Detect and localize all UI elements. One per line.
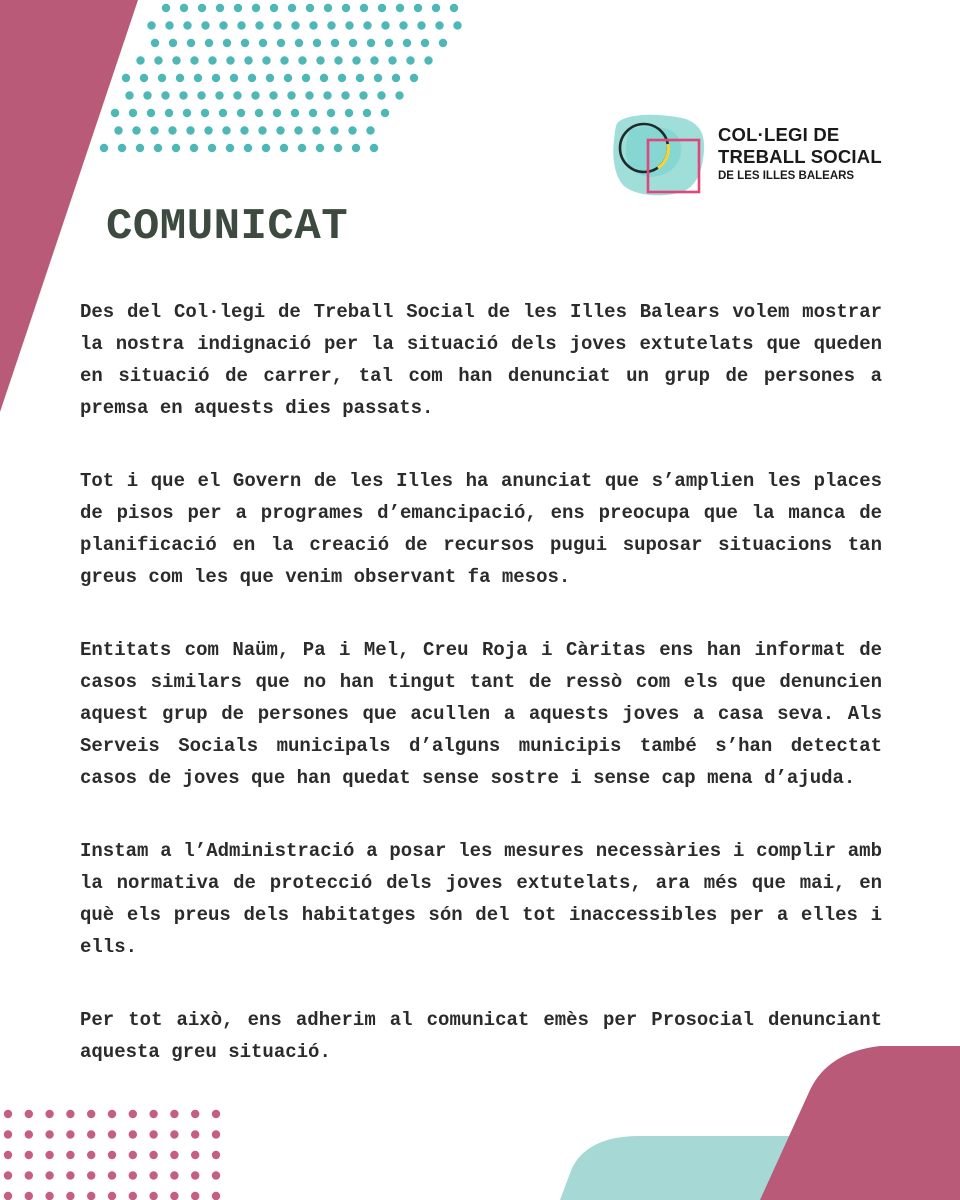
teal-dot xyxy=(168,126,176,134)
teal-dot xyxy=(169,39,177,47)
teal-dot xyxy=(187,39,195,47)
pink-dot xyxy=(170,1151,178,1159)
teal-dot xyxy=(327,109,335,117)
teal-dot xyxy=(223,39,231,47)
pink-dot xyxy=(45,1151,53,1159)
teal-dot xyxy=(435,21,443,29)
pink-dot xyxy=(108,1110,116,1118)
teal-dot xyxy=(237,109,245,117)
pink-dot xyxy=(25,1110,33,1118)
teal-dot xyxy=(288,4,296,12)
pink-dot xyxy=(87,1171,95,1179)
teal-dot xyxy=(330,126,338,134)
pink-dot xyxy=(45,1110,53,1118)
pink-dot xyxy=(66,1130,74,1138)
teal-dot xyxy=(258,126,266,134)
teal-dot xyxy=(417,21,425,29)
teal-dot xyxy=(338,74,346,82)
teal-dot xyxy=(180,4,188,12)
teal-dot xyxy=(360,4,368,12)
paragraph-1: Des del Col·legi de Treball Social de les Illes Balears volem mostrar la nostra indignació per la situació dels joves extutelats que queden en situació de carrer, tal com han denunciat un grup de persones a premsa en aquests dies passats. xyxy=(80,301,882,419)
teal-dot xyxy=(197,91,205,99)
teal-dot xyxy=(151,39,159,47)
teal-dot xyxy=(233,91,241,99)
teal-dot xyxy=(305,91,313,99)
teal-dot xyxy=(291,109,299,117)
paragraph-2: Tot i que el Govern de les Illes ha anunciat que s’amplien les places de pisos per a programes d’emancipació, ens preocupa que la manca de planificació en la creació de recursos pugui suposar situacions tan greus com les que venim observant fa mesos. xyxy=(80,470,882,588)
pink-dot xyxy=(170,1110,178,1118)
teal-dot xyxy=(252,4,260,12)
teal-dot xyxy=(255,21,263,29)
pink-dot xyxy=(45,1192,53,1200)
teal-dot xyxy=(349,39,357,47)
teal-dot xyxy=(241,39,249,47)
logo-mark-icon xyxy=(612,110,707,200)
organization-logo xyxy=(612,110,902,200)
teal-dot xyxy=(100,144,108,152)
teal-dot xyxy=(334,56,342,64)
teal-dot xyxy=(424,56,432,64)
pink-dot xyxy=(212,1171,220,1179)
teal-dot xyxy=(262,144,270,152)
teal-dot xyxy=(410,74,418,82)
teal-dot xyxy=(439,39,447,47)
pink-dot xyxy=(108,1171,116,1179)
teal-dot xyxy=(198,4,206,12)
logo-line-2: TREBALL SOCIAL xyxy=(718,146,882,167)
teal-dot xyxy=(421,39,429,47)
paragraph-4: Instam a l’Administració a posar les mesures necessàries i complir amb la normativa de protecció dels joves extutelats, ara més que mai, en què els preus dels habitatges són del tot inaccessibles per a elles i ells. xyxy=(80,840,882,958)
teal-dot xyxy=(388,56,396,64)
teal-dot xyxy=(212,74,220,82)
teal-dot xyxy=(266,74,274,82)
teal-dot xyxy=(201,21,209,29)
pink-dot xyxy=(170,1192,178,1200)
teal-dot xyxy=(176,74,184,82)
pink-dot xyxy=(66,1192,74,1200)
teal-dot xyxy=(240,126,248,134)
pink-dot xyxy=(129,1151,137,1159)
teal-dot xyxy=(125,91,133,99)
pink-dot xyxy=(149,1110,157,1118)
teal-dot xyxy=(450,4,458,12)
pink-dot xyxy=(191,1171,199,1179)
pink-dot xyxy=(212,1151,220,1159)
teal-dot xyxy=(313,39,321,47)
teal-dot xyxy=(183,109,191,117)
pink-dot xyxy=(25,1192,33,1200)
paragraph-3: Entitats com Naüm, Pa i Mel, Creu Roja i Càritas ens han informat de casos similars que no han tingut tant de ressò com els que denuncien aquest grup de persones que acullen a aquests joves a casa seva. Als Serveis Socials municipals d’alguns municipis també s’han detectat casos de joves que han quedat sense sostre i sense cap mena d’ajuda. xyxy=(80,639,882,789)
teal-dot xyxy=(392,74,400,82)
teal-dot xyxy=(147,109,155,117)
teal-dot xyxy=(370,144,378,152)
pink-dot xyxy=(170,1171,178,1179)
pink-dot xyxy=(45,1171,53,1179)
teal-dot xyxy=(302,74,310,82)
teal-dot xyxy=(399,21,407,29)
pink-dot xyxy=(149,1171,157,1179)
teal-dot xyxy=(331,39,339,47)
paragraph-5: Per tot això, ens adherim al comunicat emès per Prosocial denunciant aquesta greu situació. xyxy=(80,1009,882,1063)
pink-dot xyxy=(191,1151,199,1159)
teal-dot xyxy=(352,56,360,64)
pink-dot xyxy=(108,1151,116,1159)
teal-dot xyxy=(201,109,209,117)
pink-dot xyxy=(87,1110,95,1118)
teal-dot xyxy=(324,4,332,12)
pink-dot xyxy=(191,1110,199,1118)
teal-dot xyxy=(273,21,281,29)
teal-dot xyxy=(219,109,227,117)
teal-dot xyxy=(270,4,278,12)
teal-dot xyxy=(165,21,173,29)
teal-dot xyxy=(396,4,404,12)
logo-line-1: COL·LEGI DE xyxy=(718,124,840,145)
teal-dot xyxy=(205,39,213,47)
teal-dot xyxy=(345,109,353,117)
pink-dot xyxy=(45,1130,53,1138)
teal-dot xyxy=(295,39,303,47)
teal-dot xyxy=(147,21,155,29)
teal-dot xyxy=(403,39,411,47)
pink-dot xyxy=(4,1130,12,1138)
teal-dot xyxy=(190,56,198,64)
pink-dot xyxy=(149,1192,157,1200)
pink-dot xyxy=(129,1192,137,1200)
pink-dot xyxy=(4,1151,12,1159)
teal-dot xyxy=(165,109,173,117)
teal-dot xyxy=(204,126,212,134)
teal-dot xyxy=(298,56,306,64)
pink-dot xyxy=(149,1130,157,1138)
teal-dot xyxy=(158,74,166,82)
teal-dot xyxy=(172,144,180,152)
teal-dot xyxy=(366,126,374,134)
teal-dot xyxy=(111,109,119,117)
teal-dot xyxy=(316,56,324,64)
teal-dot xyxy=(273,109,281,117)
teal-dot-pattern xyxy=(100,4,462,152)
teal-dot xyxy=(259,39,267,47)
teal-dot xyxy=(432,4,440,12)
teal-dot xyxy=(323,91,331,99)
teal-dot xyxy=(277,39,285,47)
pink-dot xyxy=(129,1130,137,1138)
teal-dot xyxy=(356,74,364,82)
teal-dot xyxy=(132,126,140,134)
pink-dot xyxy=(25,1130,33,1138)
teal-dot xyxy=(215,91,223,99)
teal-dot xyxy=(309,109,317,117)
pink-dot xyxy=(212,1192,220,1200)
teal-dot xyxy=(359,91,367,99)
teal-dot xyxy=(367,39,375,47)
teal-dot xyxy=(154,56,162,64)
logo-wordmark xyxy=(718,124,882,184)
teal-dot xyxy=(381,21,389,29)
teal-dot xyxy=(370,56,378,64)
pink-dot xyxy=(129,1110,137,1118)
pink-dot xyxy=(66,1110,74,1118)
teal-dot xyxy=(406,56,414,64)
teal-dot xyxy=(161,91,169,99)
teal-dot xyxy=(216,4,224,12)
pink-dot xyxy=(212,1130,220,1138)
pink-dot xyxy=(129,1171,137,1179)
teal-dot xyxy=(122,74,130,82)
pink-dot xyxy=(212,1110,220,1118)
teal-dot xyxy=(345,21,353,29)
teal-dot xyxy=(414,4,422,12)
pink-dot xyxy=(87,1192,95,1200)
teal-dot xyxy=(140,74,148,82)
pink-dot xyxy=(87,1130,95,1138)
teal-dot xyxy=(244,56,252,64)
teal-dot xyxy=(309,21,317,29)
teal-dot xyxy=(172,56,180,64)
teal-dot xyxy=(262,56,270,64)
teal-dot xyxy=(294,126,302,134)
teal-dot xyxy=(150,126,158,134)
teal-dot xyxy=(219,21,227,29)
teal-dot xyxy=(316,144,324,152)
teal-dot xyxy=(230,74,238,82)
teal-dot xyxy=(327,21,335,29)
teal-dot xyxy=(114,126,122,134)
teal-dot xyxy=(280,56,288,64)
teal-dot xyxy=(244,144,252,152)
teal-dot xyxy=(136,56,144,64)
teal-dot xyxy=(284,74,292,82)
pink-dot xyxy=(66,1151,74,1159)
teal-dot xyxy=(226,56,234,64)
teal-dot xyxy=(352,144,360,152)
teal-dot xyxy=(208,144,216,152)
teal-dot xyxy=(298,144,306,152)
pink-dot xyxy=(191,1130,199,1138)
logo-line-3: DE LES ILLES BALEARS xyxy=(718,170,855,182)
teal-dot xyxy=(291,21,299,29)
pink-dot xyxy=(4,1110,12,1118)
statement-body xyxy=(80,296,882,1109)
teal-dot xyxy=(312,126,320,134)
teal-dot xyxy=(194,74,202,82)
teal-dot xyxy=(208,56,216,64)
teal-dot xyxy=(374,74,382,82)
teal-dot xyxy=(248,74,256,82)
teal-dot xyxy=(348,126,356,134)
teal-dot xyxy=(143,91,151,99)
teal-dot xyxy=(251,91,259,99)
pink-dot xyxy=(191,1192,199,1200)
teal-dot xyxy=(276,126,284,134)
pink-dot xyxy=(170,1130,178,1138)
teal-dot xyxy=(255,109,263,117)
teal-dot xyxy=(385,39,393,47)
teal-dot xyxy=(363,21,371,29)
pink-dot xyxy=(4,1171,12,1179)
pink-dot xyxy=(108,1130,116,1138)
teal-dot xyxy=(179,91,187,99)
teal-dot xyxy=(334,144,342,152)
teal-dot xyxy=(162,4,170,12)
teal-dot xyxy=(237,21,245,29)
teal-dot xyxy=(377,91,385,99)
teal-dot xyxy=(234,4,242,12)
pink-dot xyxy=(149,1151,157,1159)
teal-dot xyxy=(320,74,328,82)
teal-dot xyxy=(154,144,162,152)
teal-dot xyxy=(342,4,350,12)
pink-dot xyxy=(25,1151,33,1159)
teal-dot xyxy=(129,109,137,117)
teal-dot xyxy=(280,144,288,152)
teal-dot xyxy=(287,91,295,99)
teal-dot xyxy=(186,126,194,134)
pink-dot xyxy=(87,1151,95,1159)
teal-dot xyxy=(378,4,386,12)
teal-dot xyxy=(183,21,191,29)
teal-dot xyxy=(395,91,403,99)
pink-dot xyxy=(108,1192,116,1200)
teal-dot xyxy=(269,91,277,99)
teal-dot xyxy=(363,109,371,117)
teal-dot xyxy=(341,91,349,99)
pink-dot xyxy=(25,1171,33,1179)
teal-dot xyxy=(453,21,461,29)
teal-dot xyxy=(136,144,144,152)
page-title: COMUNICAT xyxy=(106,202,349,252)
pink-dot xyxy=(66,1171,74,1179)
teal-dot xyxy=(306,4,314,12)
teal-dot xyxy=(118,144,126,152)
teal-dot xyxy=(222,126,230,134)
pink-dot xyxy=(4,1192,12,1200)
teal-dot xyxy=(190,144,198,152)
teal-dot xyxy=(226,144,234,152)
pink-dot-pattern xyxy=(4,1110,220,1200)
teal-dot xyxy=(381,109,389,117)
